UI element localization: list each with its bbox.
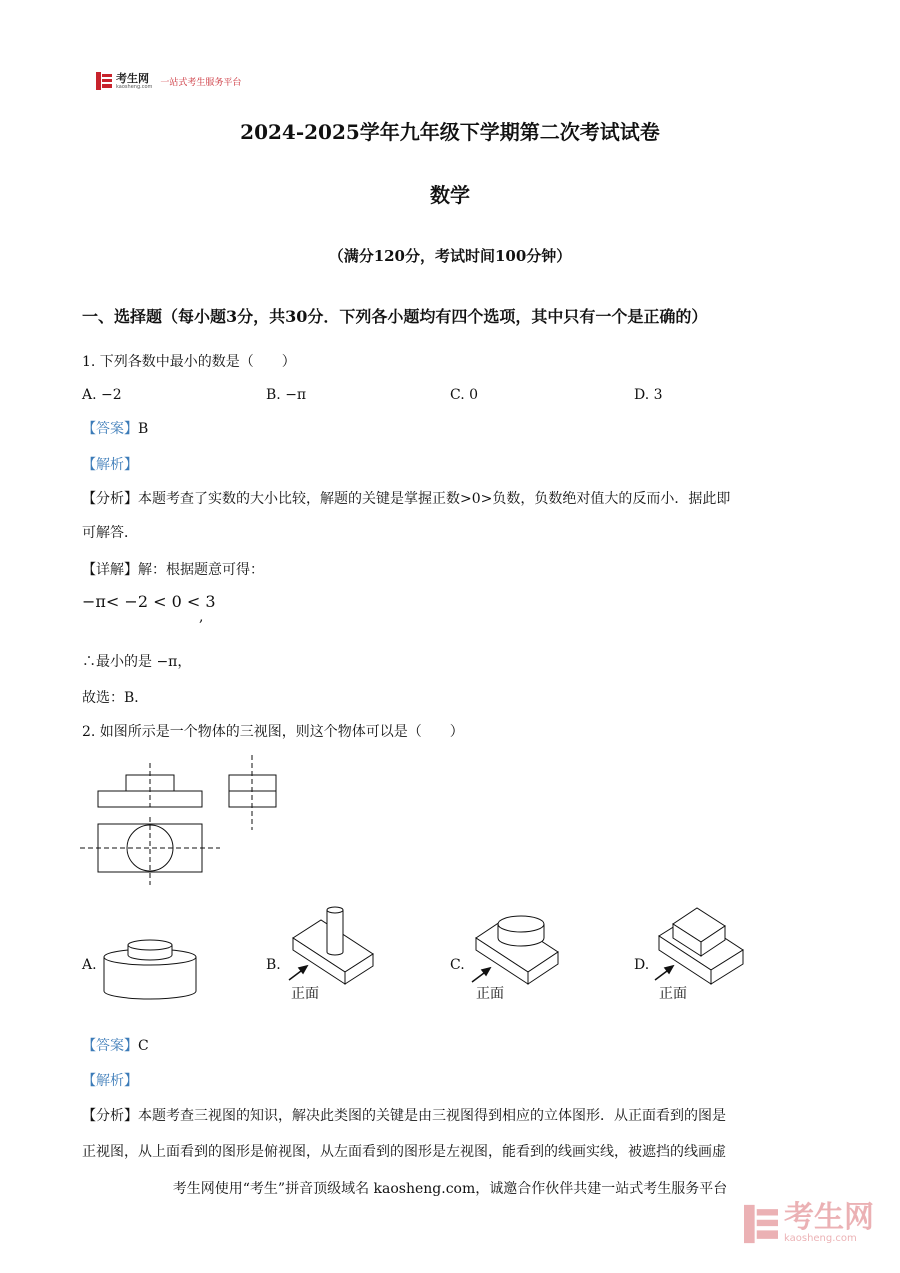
option-d-front-label: 正面 xyxy=(659,986,687,1002)
logo-name: 考生网 xyxy=(116,71,149,85)
watermark-text-block xyxy=(784,1200,874,1244)
q1-analysis-tag: 【解析】 xyxy=(82,457,138,473)
q1-answer-line xyxy=(82,419,148,439)
watermark-name: 考生网 xyxy=(784,1200,874,1235)
exam-note: （满分120分，考试时间100分钟） xyxy=(328,247,572,265)
q1-answer: B xyxy=(138,421,149,437)
q2-answer-line xyxy=(82,1036,149,1056)
logo-text-block xyxy=(116,73,152,90)
page-footer: 考生网使用“考生”拼音顶级域名 kaosheng.com，诚邀合作伙伴共建一站式考生服务平台 xyxy=(172,1181,728,1197)
q1-analysis-line1: 【分析】本题考查了实数的大小比较，解题的关键是掌握正数>0>负数，负数绝对值大的反而小．据此即 xyxy=(82,491,731,507)
logo-slogan: 一站式考生服务平台 xyxy=(160,77,242,88)
q2-answer-tag: 【答案】 xyxy=(82,1038,138,1054)
q1-conclusion: ∴最小的是 −π， xyxy=(82,654,192,670)
watermark xyxy=(744,1200,874,1244)
q1-option-c: C. 0 xyxy=(450,387,479,403)
q1-detail: 【详解】解：根据题意可得： xyxy=(82,562,264,578)
option-b-solid xyxy=(285,902,385,982)
q2-stem: 2. 如图所示是一个物体的三视图，则这个物体可以是（ ） xyxy=(82,724,464,740)
top-view-circle xyxy=(127,825,173,871)
option-d-solid xyxy=(653,906,753,984)
q2-option-b: B. xyxy=(266,957,281,973)
q2-option-c: C. xyxy=(450,957,465,973)
option-c-solid xyxy=(470,908,570,984)
q1-choice: 故选：B． xyxy=(82,690,149,706)
q1-inequality-comma: , xyxy=(199,609,204,625)
option-b-front-label: 正面 xyxy=(291,986,319,1002)
logo-mark-icon xyxy=(96,72,112,90)
header-logo xyxy=(96,72,241,90)
q2-analysis-line1: 【分析】本题考查三视图的知识，解决此类图的关键是由三视图得到相应的立体图形．从正面看到的图是 xyxy=(82,1108,726,1124)
q2-analysis-tag: 【解析】 xyxy=(82,1073,138,1089)
section-heading: 一、选择题（每小题3分，共30分．下列各小题均有四个选项，其中只有一个是正确的） xyxy=(82,307,708,326)
q2-option-a: A. xyxy=(82,957,97,973)
exam-title: 2024-2025学年九年级下学期第二次考试试卷 xyxy=(240,120,660,144)
option-c-front-label: 正面 xyxy=(476,986,504,1002)
q1-analysis-line2: 可解答． xyxy=(82,525,138,541)
q1-answer-tag: 【答案】 xyxy=(82,421,138,437)
subject-title: 数学 xyxy=(430,183,470,207)
q1-inequality: −π< −2 < 0 < 3 xyxy=(82,592,216,611)
option-a-solid xyxy=(100,935,200,1001)
q1-option-a: A. −2 xyxy=(82,387,122,403)
q2-option-d: D. xyxy=(634,957,650,973)
watermark-domain: kaosheng.com xyxy=(784,1233,857,1244)
watermark-logo-icon xyxy=(744,1204,778,1244)
q2-answer: C xyxy=(138,1038,149,1054)
q1-stem: 1. 下列各数中最小的数是（ ） xyxy=(82,354,296,370)
three-views-diagram xyxy=(80,755,290,890)
q1-option-d: D. 3 xyxy=(634,387,663,403)
q2-analysis-line2: 正视图，从上面看到的图形是俯视图，从左面看到的图形是左视图，能看到的线画实线，被遮挡的线画虚 xyxy=(82,1144,726,1160)
q1-option-b: B. −π xyxy=(266,387,307,403)
logo-domain: kaosheng.com xyxy=(116,83,153,90)
